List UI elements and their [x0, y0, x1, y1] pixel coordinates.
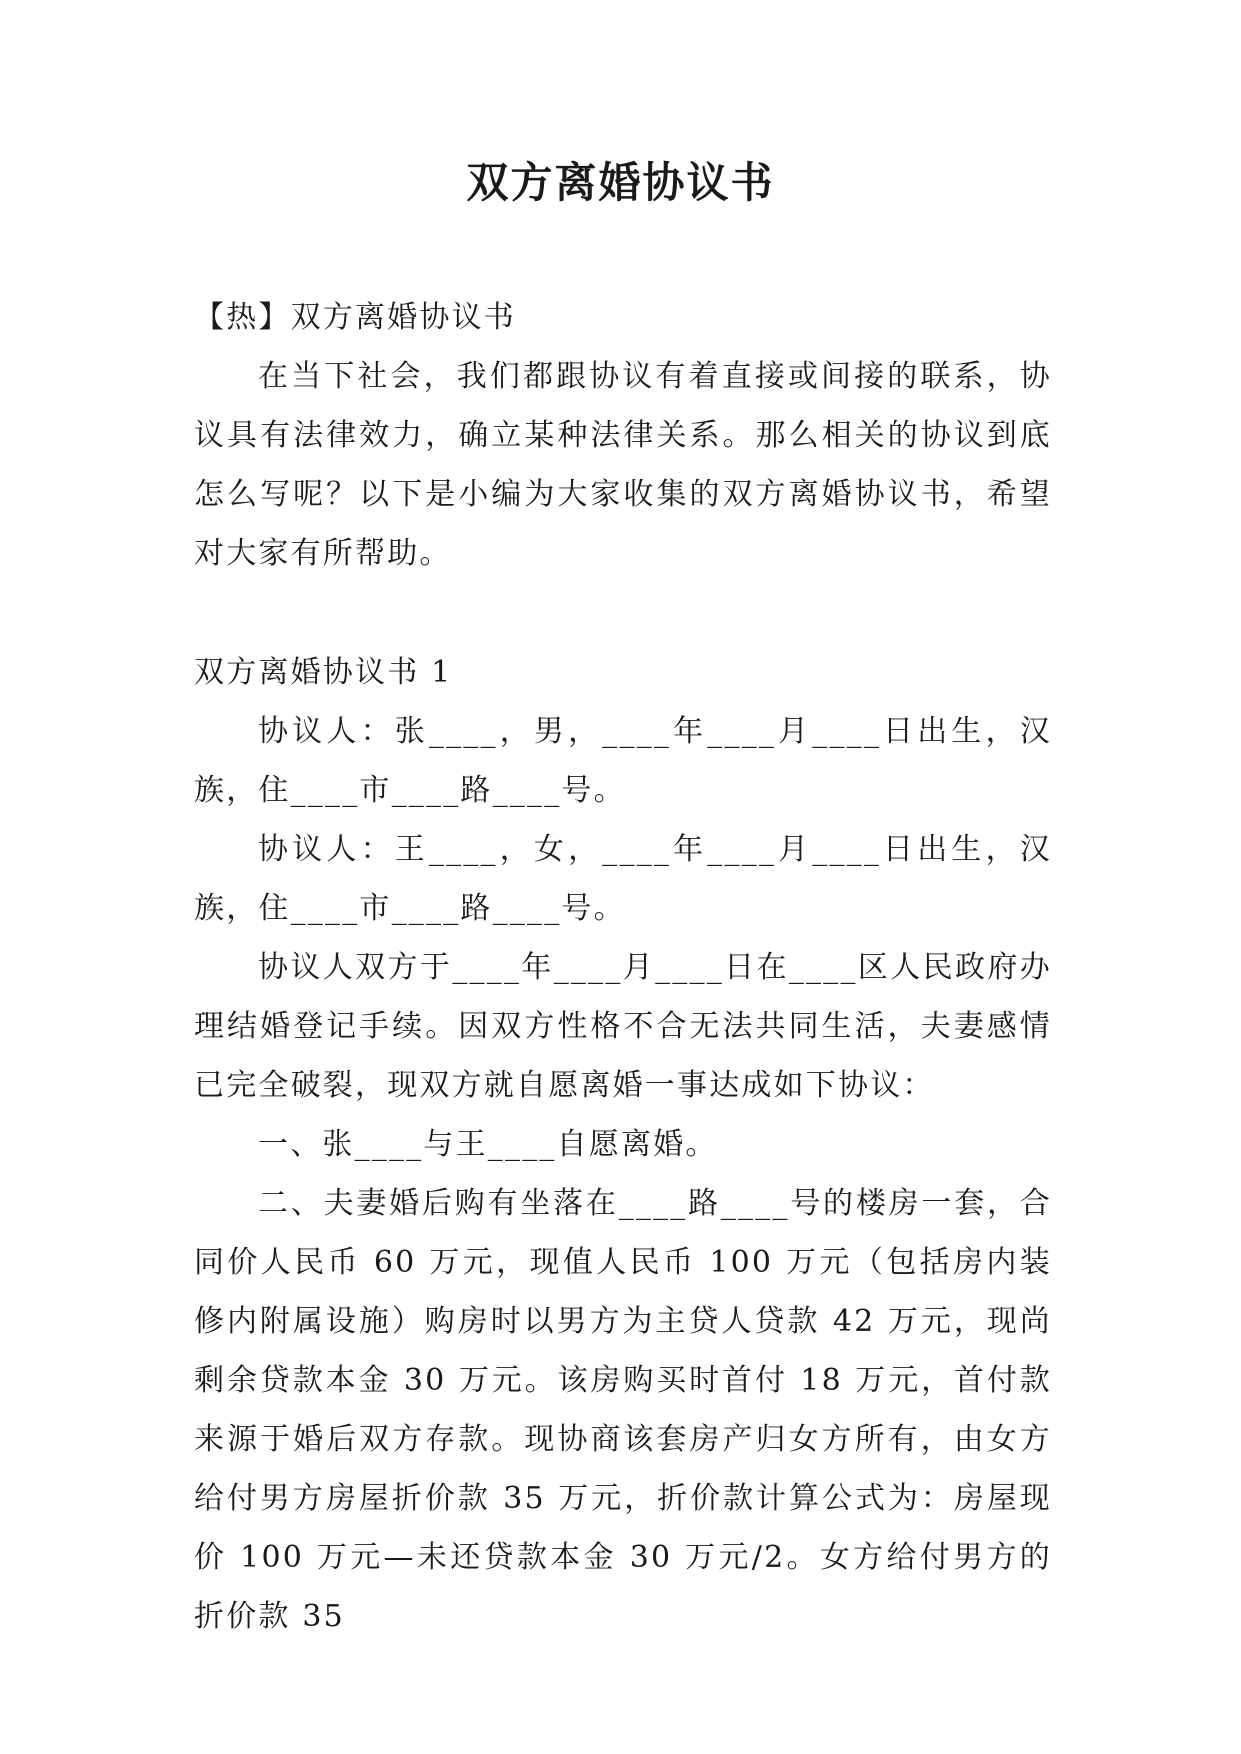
- clause-one-paragraph: 一、张____与王____自愿离婚。: [258, 1127, 718, 1162]
- party-wang-paragraph: 协议人：王____，女，____年____月____日出生，汉族，住____市____路____号。: [194, 832, 1052, 926]
- document-title: 双方离婚协议书: [466, 158, 775, 207]
- section-spacer: [194, 583, 1052, 643]
- document-body: [194, 288, 1052, 1646]
- section-title: 双方离婚协议书 1: [194, 655, 453, 690]
- intro-paragraph: 在当下社会，我们都跟协议有着直接或间接的联系，协议具有法律效力，确立某种法律关系。那么相关的协议到底怎么写呢？以下是小编为大家收集的双方离婚协议书，希望对大家有所帮助。: [194, 359, 1052, 571]
- party-zhang-paragraph: 协议人：张____，男，____年____月____日出生，汉族，住____市____路____号。: [194, 714, 1052, 808]
- clause-two-paragraph: 二、夫妻婚后购有坐落在____路____号的楼房一套，合同价人民币 60 万元，现值人民币 100 万元（包括房内装修内附属设施）购房时以男方为主贷人贷款 42 万元，现尚剩余贷款本金 30 万元。该房购买时首付 18 万元，首付款来源于婚后双方存款。现协商该套房产归女方所有，由女方给付男方房屋折价款 35 万元，折价款计算公式为：房屋现价 100 万元—未还贷款本金 30 万元/2。女方给付男方的折价款 35: [194, 1186, 1052, 1634]
- marriage-registration-paragraph: 协议人双方于____年____月____日在____区人民政府办理结婚登记手续。因双方性格不合无法共同生活，夫妻感情已完全破裂，现双方就自愿离婚一事达成如下协议：: [194, 950, 1052, 1103]
- document-heading: 【热】双方离婚协议书: [194, 300, 516, 335]
